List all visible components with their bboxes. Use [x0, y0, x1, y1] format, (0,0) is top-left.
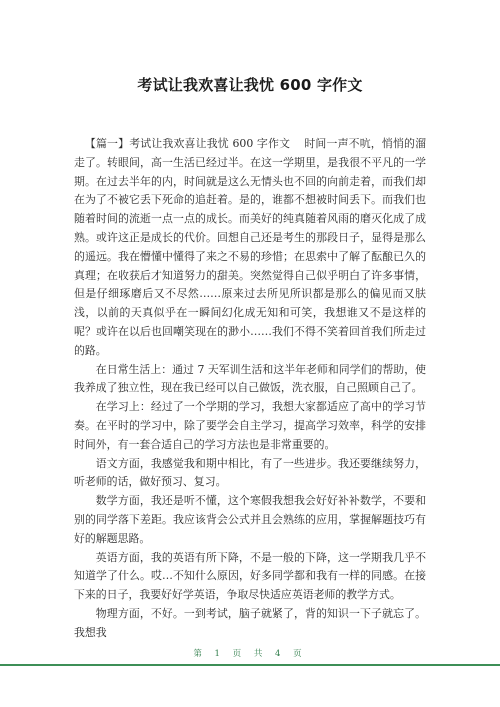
paragraph-daily-life: 在日常生活上：通过 7 天军训生活和这半年老师和同学们的帮助，使我养成了独立性，现在我已经可以自己做饭，洗衣服，自己照顾自己了。: [74, 362, 426, 395]
footer-divider: [0, 664, 500, 666]
paragraph-1-lead: 【篇一】考试让我欢喜让我忧 600 字作文: [84, 137, 291, 150]
paragraph-study: 在学习上：经过了一个学期的学习，我想大家都适应了高中的学习节奏。在平时的学习中，除了要学会自主学习，提高学习效率，科学的安排时间外，有一套合适自己的学习方法也是非常重要的。: [74, 400, 426, 451]
paragraph-physics: 物理方面，不好。一到考试，脑子就紧了，背的知识一下子就忘了。我想我: [74, 606, 426, 639]
paragraph-english: 英语方面，我的英语有所下降，不是一般的下降，这一学期我几乎不知道学了什么。哎…不知什么原因，好多同学都和我有一样的同感。在接下来的日子，我要好好学英语，争取尽快适应英语老师的教学方式。: [74, 550, 426, 602]
paragraph-math: 数学方面，我还是听不懂，这个寒假我想我会好好补补数学，不要和别的同学落下差距。我应该背会公式并且会熟练的应用，掌握解题技巧有好的解题思路。: [74, 494, 426, 545]
paragraph-1-text: 时间一声不吭，悄悄的溜走了。转眼间，高一生活已经过半。在这一学期里，是我很不平凡的一学期。在过去半年的内，时间就是这么无情头也不回的向前走着，而我们却在为了不被它丢下死命的追赶着。是的，谁都不想被时间丢下。而我们也随着时间的流逝一点一点的成长。而美好的纯真随着风雨的磨灭化成了成熟。或许这正是成长的代价。回想自己还是考生的那段日子，显得是那么的遥远。我在懵懂中懂得了来之不易的珍惜；在思索中了解了酝酿已久的真理；在收获后才知道努力的甜美。突然觉得自己似乎明白了许多事情，但是仔细琢磨后又不尽然……原来过去所见所识都是那么的偏见而又肤浅，以前的天真似乎在一瞬间幻化成无知和可笑，我想谁又不是这样的呢？或许在以后也回嘲笑现在的渺小……我们不得不笑着回首我们所走过的路。: [74, 137, 426, 357]
paragraph-1: [74, 135, 426, 361]
page-number: 第 1 页 共 4 页: [193, 649, 307, 659]
document-body: [74, 135, 426, 643]
paragraph-chinese: 语文方面，我感觉我和期中相比，有了一些进步。我还要继续努力，听老师的话，做好预习、复习。: [74, 456, 426, 489]
document-title: 考试让我欢喜让我忧 600 字作文: [137, 76, 363, 94]
